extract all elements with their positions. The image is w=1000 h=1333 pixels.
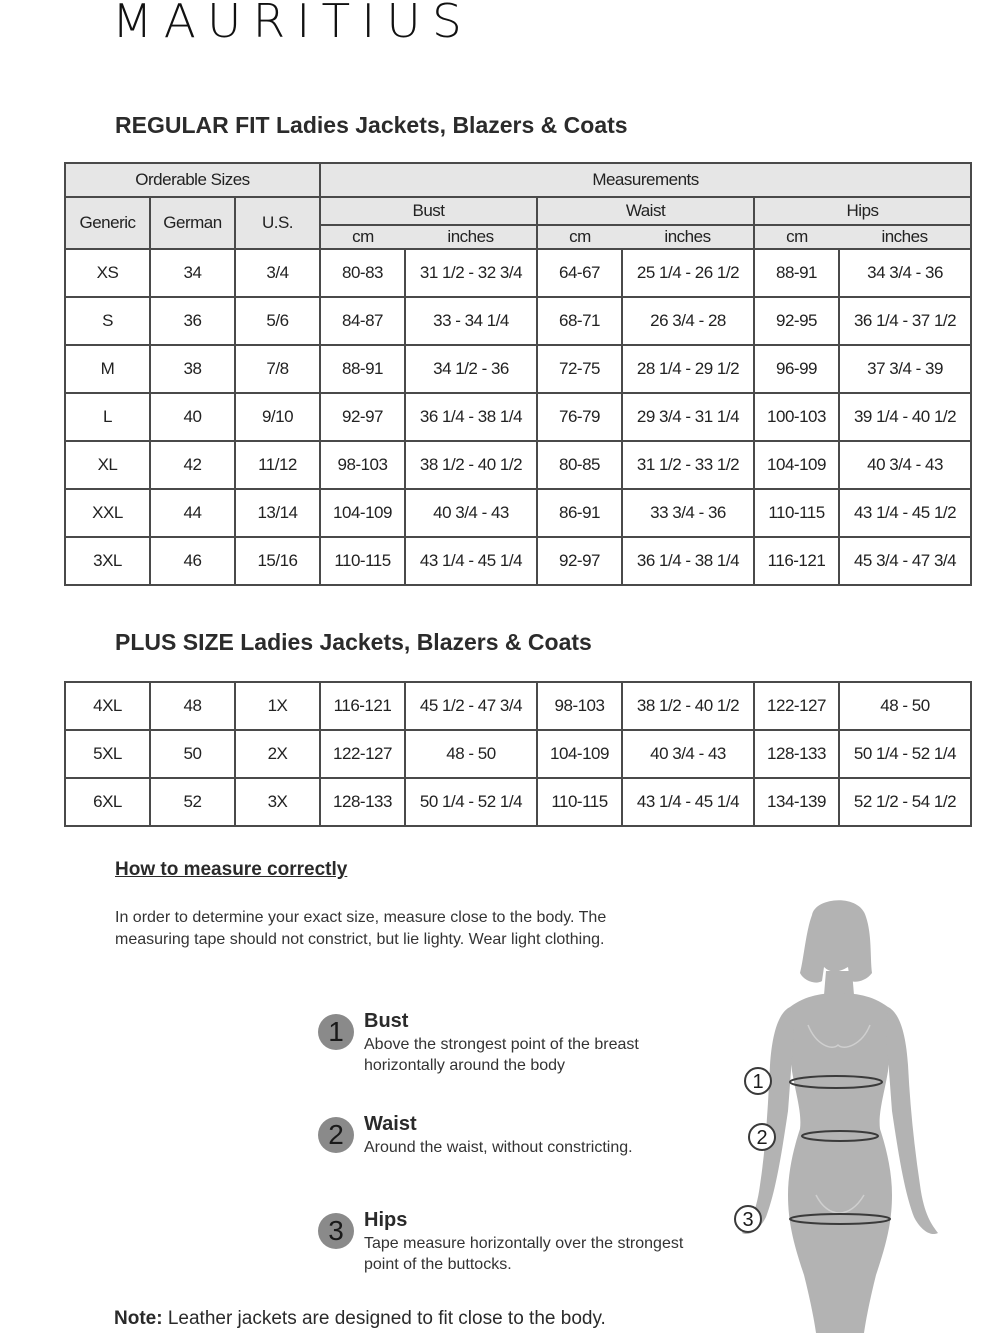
table-cell: 76-79 bbox=[537, 393, 622, 441]
brand-logo-text: MAURITIUS bbox=[112, 0, 473, 48]
table-cell: 36 1/4 - 37 1/2 bbox=[839, 297, 971, 345]
table-cell: 45 3/4 - 47 3/4 bbox=[839, 537, 971, 585]
step-name: Hips bbox=[364, 1209, 408, 1231]
table-cell: 13/14 bbox=[235, 489, 320, 537]
table-cell: 31 1/2 - 32 3/4 bbox=[405, 249, 537, 297]
bust-inches-header: inches bbox=[405, 225, 537, 249]
bust-cm-header: cm bbox=[320, 225, 405, 249]
table-cell: 48 bbox=[150, 682, 235, 730]
table-cell: 48 - 50 bbox=[839, 682, 971, 730]
step-name: Bust bbox=[364, 1010, 409, 1032]
table-cell: 128-133 bbox=[754, 730, 839, 778]
table-row bbox=[65, 345, 971, 393]
regular-fit-title bbox=[115, 112, 628, 139]
table-cell: 110-115 bbox=[537, 778, 622, 826]
table-cell: 98-103 bbox=[537, 682, 622, 730]
table-cell: 2X bbox=[235, 730, 320, 778]
table-cell: 3/4 bbox=[235, 249, 320, 297]
table-cell: 96-99 bbox=[754, 345, 839, 393]
step-description: Above the strongest point of the breast horizontally around the body bbox=[364, 1036, 639, 1074]
table-cell: 44 bbox=[150, 489, 235, 537]
table-cell: 45 1/2 - 47 3/4 bbox=[405, 682, 537, 730]
table-cell: 29 3/4 - 31 1/4 bbox=[622, 393, 754, 441]
step-number-badge: 1 bbox=[318, 1014, 354, 1050]
table-cell: 33 3/4 - 36 bbox=[622, 489, 754, 537]
table-cell: 50 1/4 - 52 1/4 bbox=[405, 778, 537, 826]
table-cell: 26 3/4 - 28 bbox=[622, 297, 754, 345]
table-cell: XXL bbox=[65, 489, 150, 537]
how-to-measure-intro: In order to determine your exact size, measure close to the body. The measuring tape should not constrict, but lie lighty. Wear light clothing. bbox=[115, 909, 607, 948]
orderable-sizes-header: Orderable Sizes bbox=[65, 163, 320, 197]
table-cell: 31 1/2 - 33 1/2 bbox=[622, 441, 754, 489]
hips-column-header: Hips bbox=[754, 197, 971, 225]
table-cell: 92-95 bbox=[754, 297, 839, 345]
table-cell: 40 3/4 - 43 bbox=[405, 489, 537, 537]
table-cell: 50 1/4 - 52 1/4 bbox=[839, 730, 971, 778]
regular-fit-title-rest: Ladies Jackets, Blazers & Coats bbox=[269, 112, 628, 138]
step-description: Around the waist, without constricting. bbox=[364, 1139, 633, 1156]
table-cell: 38 1/2 - 40 1/2 bbox=[622, 682, 754, 730]
bust-marker: 1 bbox=[752, 1071, 764, 1093]
table-cell: 5XL bbox=[65, 730, 150, 778]
us-column-header: U.S. bbox=[235, 197, 320, 249]
body-silhouette-icon bbox=[720, 895, 960, 1333]
table-cell: 11/12 bbox=[235, 441, 320, 489]
table-cell: 50 bbox=[150, 730, 235, 778]
table-row bbox=[65, 441, 971, 489]
step-name: Waist bbox=[364, 1113, 417, 1135]
step-number-badge: 3 bbox=[318, 1213, 354, 1249]
table-cell: 36 1/4 - 38 1/4 bbox=[405, 393, 537, 441]
table-cell: 43 1/4 - 45 1/2 bbox=[839, 489, 971, 537]
table-row bbox=[65, 249, 971, 297]
table-cell: 25 1/4 - 26 1/2 bbox=[622, 249, 754, 297]
table-cell: 3XL bbox=[65, 537, 150, 585]
table-cell: 128-133 bbox=[320, 778, 405, 826]
table-cell: 36 bbox=[150, 297, 235, 345]
regular-fit-title-lead: REGULAR FIT bbox=[115, 112, 270, 138]
table-cell: 42 bbox=[150, 441, 235, 489]
table-cell: 122-127 bbox=[320, 730, 405, 778]
table-cell: 36 1/4 - 38 1/4 bbox=[622, 537, 754, 585]
table-cell: 48 - 50 bbox=[405, 730, 537, 778]
plus-size-title bbox=[115, 629, 592, 656]
table-cell: 9/10 bbox=[235, 393, 320, 441]
table-cell: 104-109 bbox=[537, 730, 622, 778]
hips-inches-header: inches bbox=[839, 225, 971, 249]
note-label: Note: bbox=[114, 1308, 163, 1329]
table-cell: 7/8 bbox=[235, 345, 320, 393]
table-cell: 38 bbox=[150, 345, 235, 393]
plus-size-title-lead: PLUS SIZE bbox=[115, 629, 234, 655]
waist-marker: 2 bbox=[756, 1127, 768, 1149]
bust-column-header: Bust bbox=[320, 197, 537, 225]
table-cell: S bbox=[65, 297, 150, 345]
table-cell: 104-109 bbox=[754, 441, 839, 489]
table-cell: 100-103 bbox=[754, 393, 839, 441]
table-cell: 46 bbox=[150, 537, 235, 585]
table-cell: M bbox=[65, 345, 150, 393]
table-cell: XS bbox=[65, 249, 150, 297]
table-cell: 34 bbox=[150, 249, 235, 297]
table-cell: 40 3/4 - 43 bbox=[839, 441, 971, 489]
table-cell: 52 1/2 - 54 1/2 bbox=[839, 778, 971, 826]
table-cell: 40 bbox=[150, 393, 235, 441]
measurements-header: Measurements bbox=[320, 163, 971, 197]
leather-note bbox=[114, 1308, 606, 1330]
table-cell: 80-85 bbox=[537, 441, 622, 489]
table-row bbox=[65, 489, 971, 537]
plus-size-title-rest: Ladies Jackets, Blazers & Coats bbox=[233, 629, 592, 655]
table-cell: 37 3/4 - 39 bbox=[839, 345, 971, 393]
table-cell: 134-139 bbox=[754, 778, 839, 826]
table-cell: 72-75 bbox=[537, 345, 622, 393]
how-to-measure-title: How to measure correctly bbox=[115, 859, 348, 880]
table-cell: 43 1/4 - 45 1/4 bbox=[405, 537, 537, 585]
table-cell: 33 - 34 1/4 bbox=[405, 297, 537, 345]
table-cell: 68-71 bbox=[537, 297, 622, 345]
table-cell: 86-91 bbox=[537, 489, 622, 537]
table-cell: 43 1/4 - 45 1/4 bbox=[622, 778, 754, 826]
table-cell: 38 1/2 - 40 1/2 bbox=[405, 441, 537, 489]
table-cell: 34 3/4 - 36 bbox=[839, 249, 971, 297]
table-cell: 98-103 bbox=[320, 441, 405, 489]
table-cell: 39 1/4 - 40 1/2 bbox=[839, 393, 971, 441]
table-cell: 4XL bbox=[65, 682, 150, 730]
table-cell: 34 1/2 - 36 bbox=[405, 345, 537, 393]
table-cell: 64-67 bbox=[537, 249, 622, 297]
step-number-badge: 2 bbox=[318, 1117, 354, 1153]
hips-marker: 3 bbox=[742, 1209, 754, 1231]
table-cell: 52 bbox=[150, 778, 235, 826]
table-row bbox=[65, 393, 971, 441]
table-cell: 3X bbox=[235, 778, 320, 826]
table-cell: 116-121 bbox=[754, 537, 839, 585]
german-column-header: German bbox=[150, 197, 235, 249]
hips-cm-header: cm bbox=[754, 225, 839, 249]
table-cell: 6XL bbox=[65, 778, 150, 826]
table-cell: XL bbox=[65, 441, 150, 489]
table-cell: 110-115 bbox=[320, 537, 405, 585]
table-cell: L bbox=[65, 393, 150, 441]
table-cell: 88-91 bbox=[754, 249, 839, 297]
plus-size-table bbox=[64, 681, 972, 827]
table-row bbox=[65, 682, 971, 730]
waist-inches-header: inches bbox=[622, 225, 754, 249]
generic-column-header: Generic bbox=[65, 197, 150, 249]
table-row bbox=[65, 778, 971, 826]
plus-size-table-body bbox=[65, 682, 971, 826]
table-cell: 40 3/4 - 43 bbox=[622, 730, 754, 778]
table-cell: 116-121 bbox=[320, 682, 405, 730]
table-row bbox=[65, 297, 971, 345]
table-cell: 92-97 bbox=[320, 393, 405, 441]
table-cell: 110-115 bbox=[754, 489, 839, 537]
table-row bbox=[65, 537, 971, 585]
regular-fit-size-table bbox=[64, 162, 972, 586]
table-cell: 122-127 bbox=[754, 682, 839, 730]
table-cell: 80-83 bbox=[320, 249, 405, 297]
table-row bbox=[65, 730, 971, 778]
table-cell: 84-87 bbox=[320, 297, 405, 345]
waist-column-header: Waist bbox=[537, 197, 754, 225]
waist-cm-header: cm bbox=[537, 225, 622, 249]
table-cell: 28 1/4 - 29 1/2 bbox=[622, 345, 754, 393]
table-cell: 88-91 bbox=[320, 345, 405, 393]
step-description: Tape measure horizontally over the strongest point of the buttocks. bbox=[364, 1235, 684, 1273]
table-cell: 1X bbox=[235, 682, 320, 730]
table-cell: 104-109 bbox=[320, 489, 405, 537]
table-cell: 92-97 bbox=[537, 537, 622, 585]
table-cell: 5/6 bbox=[235, 297, 320, 345]
note-text: Leather jackets are designed to fit close to the body. bbox=[162, 1308, 606, 1329]
table-cell: 15/16 bbox=[235, 537, 320, 585]
regular-fit-table-body bbox=[65, 249, 971, 585]
